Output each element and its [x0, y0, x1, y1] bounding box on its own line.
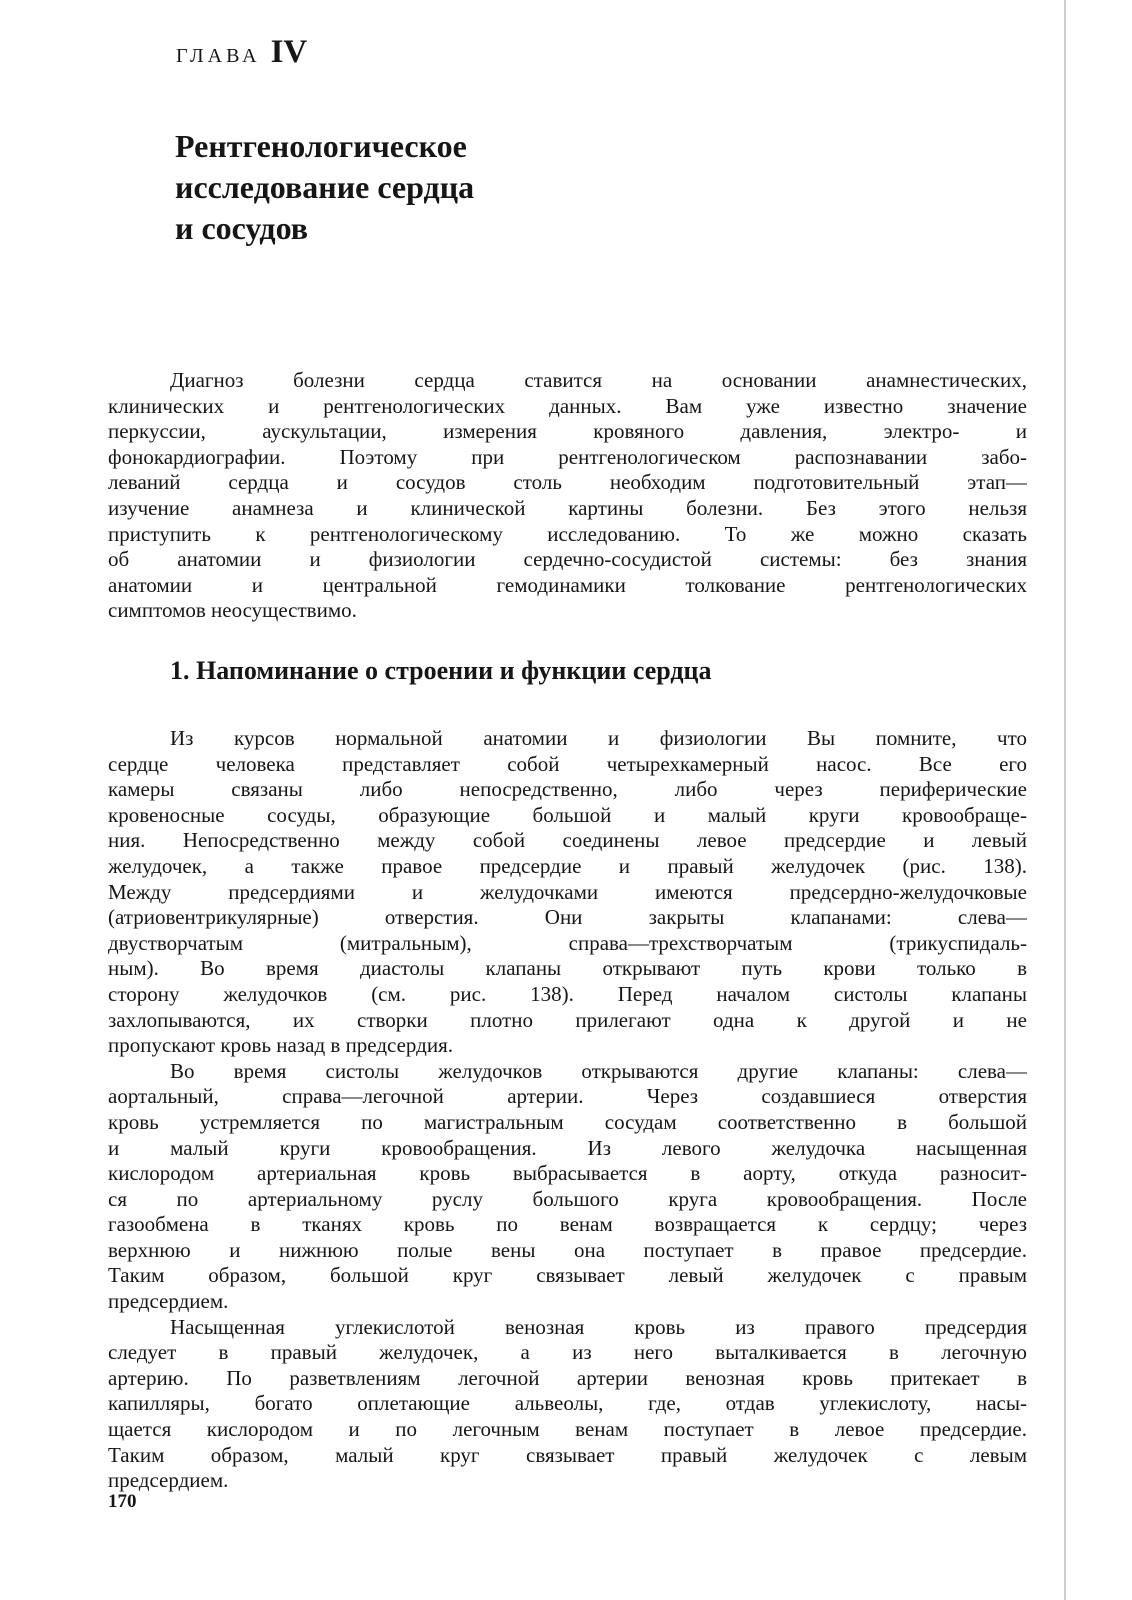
text-line: изучение анамнеза и клинической картины болезни. Без этого нельзя [108, 495, 1027, 520]
intro-text [108, 368, 1027, 624]
text-line: Таким образом, большой круг связывает левый желудочек с правым [108, 1263, 1027, 1288]
text-line: ся по артериальному руслу большого круга кровообращения. После [108, 1186, 1027, 1211]
chapter-title-line: Рентгенологическое [175, 128, 467, 164]
text-line: Во время систолы желудочков открываются другие клапаны: слева— [170, 1058, 1027, 1083]
text-line: клинических и рентгенологических данных. Вам уже известно значение [108, 393, 1027, 418]
text-line: камеры связаны либо непосредственно, либо через периферические [108, 777, 1027, 802]
text-line: кровь устремляется по магистральным сосудам соответственно в большой [108, 1109, 1027, 1134]
text-line: перкуссии, аускультации, измерения кровяного давления, электро- и [108, 419, 1027, 444]
section-text [108, 726, 1027, 1494]
page-edge [1064, 0, 1066, 1600]
section-heading: 1. Напоминание о строении и функции сердца [170, 656, 712, 685]
chapter-title-line: и сосудов [175, 210, 309, 246]
text-line: и малый круги кровообращения. Из левого желудочка насыщенная [108, 1135, 1027, 1160]
text-line: сердце человека представляет собой четырехкамерный насос. Все его [108, 751, 1027, 776]
text-line: желудочек, а также правое предсердие и правый желудочек (рис. 138). [108, 853, 1027, 878]
chapter-title-line: исследование сердца [175, 169, 475, 205]
text-line: Таким образом, малый круг связывает правый желудочек с левым [108, 1442, 1027, 1467]
text-line: сторону желудочков (см. рис. 138). Перед началом систолы клапаны [108, 981, 1027, 1006]
text-line: газообмена в тканях кровь по венам возвращается к сердцу; через [108, 1212, 1027, 1237]
text-line: (атриовентрикулярные) отверстия. Они закрыты клапанами: слева— [108, 905, 1027, 930]
text-line: Диагноз болезни сердца ставится на основании анамнестических, [170, 368, 1027, 392]
text-line: ния. Непосредственно между собой соединены левое предсердие и левый [108, 828, 1027, 853]
text-line: фонокардиографии. Поэтому при рентгенологическом распознавании забо- [108, 444, 1027, 469]
text-line: приступить к рентгенологическому исследованию. То же можно сказать [108, 521, 1027, 546]
text-line: симптомов неосуществимо. [108, 598, 357, 623]
text-line: капилляры, богато оплетающие альвеолы, где, отдав углекислоту, насы- [108, 1391, 1027, 1416]
chapter-word: ГЛАВА [176, 45, 261, 67]
text-line: щается кислородом и по легочным венам поступает в левое предсердие. [108, 1417, 1027, 1442]
section-paragraph [108, 726, 1027, 1059]
text-line: верхнюю и нижнюю полые вены она поступает в правое предсердие. [108, 1237, 1027, 1262]
text-line: леваний сердца и сосудов столь необходим подготовительный этап— [108, 470, 1027, 495]
text-line: следует в правый желудочек, а из него выталкивается в легочную [108, 1340, 1027, 1365]
text-line: двустворчатым (митральным), справа—трехстворчатым (трикуспидаль- [108, 930, 1027, 955]
page-number: 170 [108, 1491, 137, 1512]
section-paragraph [108, 1315, 1027, 1494]
section-paragraph [108, 1059, 1027, 1315]
text-line: кровеносные сосуды, образующие большой и малый круги кровообраще- [108, 802, 1027, 827]
text-line: артерию. По разветвлениям легочной артерии венозная кровь притекает в [108, 1365, 1027, 1390]
text-line: Между предсердиями и желудочками имеются предсердно-желудочковые [108, 879, 1027, 904]
text-line: пропускают кровь назад в предсердия. [108, 1033, 453, 1058]
text-line: Насыщенная углекислотой венозная кровь из правого предсердия [170, 1314, 1027, 1339]
chapter-number: IV [270, 34, 308, 70]
chapter-label [176, 34, 307, 71]
text-line: Из курсов нормальной анатомии и физиологии Вы помните, что [170, 726, 1027, 750]
chapter-title [175, 126, 775, 249]
text-line: кислородом артериальная кровь выбрасывается в аорту, откуда разносит- [108, 1161, 1027, 1186]
text-line: предсердием. [108, 1468, 229, 1493]
text-line: захлопываются, их створки плотно прилегают одна к другой и не [108, 1007, 1027, 1032]
text-line: предсердием. [108, 1289, 229, 1314]
text-line: ным). Во время диастолы клапаны открывают путь крови только в [108, 956, 1027, 981]
text-line: анатомии и центральной гемодинамики толкование рентгенологических [108, 572, 1027, 597]
intro-paragraph [108, 368, 1027, 624]
text-line: аортальный, справа—легочной артерии. Через создавшиеся отверстия [108, 1084, 1027, 1109]
text-line: об анатомии и физиологии сердечно-сосудистой системы: без знания [108, 547, 1027, 572]
